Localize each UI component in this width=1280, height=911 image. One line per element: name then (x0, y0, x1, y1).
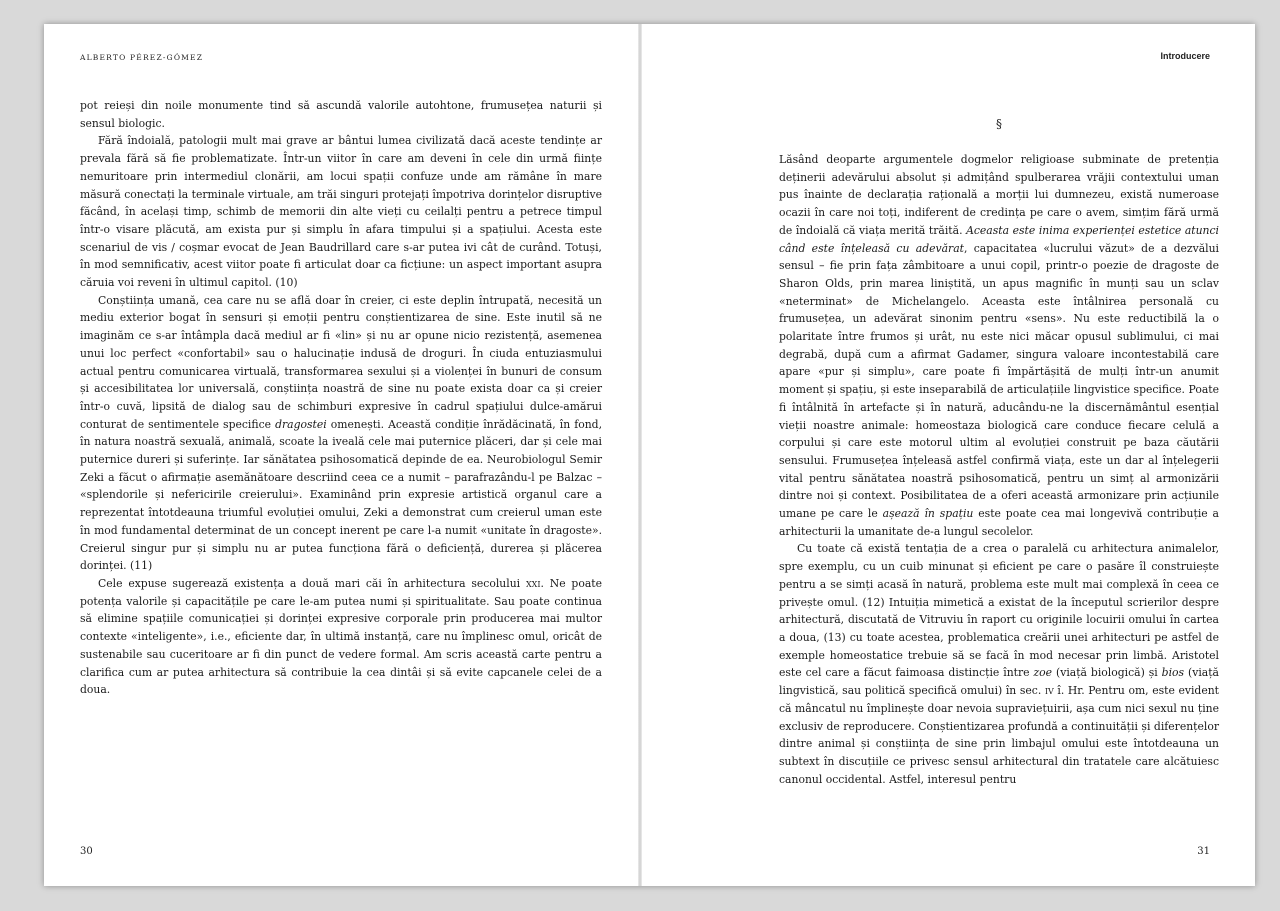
running-head-author: ALBERTO PÉREZ-GÓMEZ (80, 53, 204, 62)
paragraph (80, 97, 602, 132)
left-page-body (80, 97, 602, 699)
text-run: Conștiința umană, cea care nu se află doar în creier, ci este deplin întrupată, necesită un mediu exterior bogat în sensuri și emoții pentru conștientizarea de sine. Este inutil să ne imaginăm ce s-ar întâmpla dacă mediul ar fi «lin» și nu ar opune nicio rezistență, asemenea unui loc perfect «confortabil» sau o halucinație indusă de droguri. În ciuda entuziasmului actual pentru comunicarea virtuală, transformarea sexului și a violenței în bunuri de consum și accesibilitatea lor universală, conștiința noastră de sine nu poate exista doar ca și creier într-o cuvă, lipsită de dialog sau de schimburi expresive în cadrul spațiului dulce-amărui conturat de sentimentele specifice (80, 293, 602, 431)
book-spread (44, 24, 1255, 886)
text-run: este poate cea mai longevivă contribuție a arhitecturii la umanitate de-a lungul secolelor. (779, 507, 1219, 538)
page-number-left: 30 (80, 846, 93, 857)
text-run: iv (1044, 684, 1054, 698)
text-run: . Ne poate potența valorile și capacitățile pe care le-am putea numi și spiritualitate. Sau poate continua să elimine spațiile comunicației și dorinței expresive corporale prin producerea mai multor contexte «inteligente», i.e., eficiente dar, în ultimă instanță, care nu împlinesc omul, oricât de sustenabile sau cuceritoare ar fi din punct de vedere formal. Am scris această carte pentru a clarifica cum ar putea arhitectura să contribuie la cea dintâi și să evite capcanele celei de a doua. (80, 576, 602, 697)
left-page (44, 24, 640, 886)
text-run: xxi (525, 576, 541, 590)
italic-run: așează în spațiu (882, 507, 974, 521)
italic-run: bios (1161, 666, 1185, 680)
page-number-right: 31 (1197, 846, 1210, 857)
running-head-chapter: Introducere (1160, 51, 1210, 61)
text-run: Cele expuse sugerează existența a două mari căi în arhitectura secolului (98, 576, 526, 590)
text-run: , capacitatea «lucrului văzut» de a dezvălui sensul – fie prin fața zâmbitoare a unui copil, printr-o poezie de dragoste de Sharon Olds, prin marea liniștită, un apus magnific în munți sau un sclav «neterminat» de Michelangelo. Aceasta este întâlnirea personală cu frumusețea, un adevărat sinonim pentru «sens». Nu este reductibilă la o polaritate între frumos și urât, nu este nici măcar opusul sublimului, ci mai degrabă, după cum a afirmat Gadamer, singura valoare incontestabilă care apare «pur și simplu», care poate fi împărtășită de mulți într-un anumit moment și spațiu, și este inseparabilă de articulațiile lingvistice specifice. Poate fi întâlnită în artefacte și în natură, aducându-ne la discernământul esențial vieții noastre animale: homeostaza biologică care conduce fiecare celulă a corpului și care este motorul ultim al evoluției construit pe baza căutării sensului. Frumusețea înțeleasă astfel confirmă viața, este un dar al înțelegerii vital pentru sănătatea noastră psihosomatică, pentru un simț al armonizării dintre noi și context. Posibilitatea de a oferi această armonizare prin acțiunile umane pe care le (779, 241, 1219, 521)
section-mark: § (996, 117, 1002, 131)
paragraph (80, 575, 602, 699)
text-run: Cu toate că există tentația de a crea o paralelă cu arhitectura animalelor, spre exemplu, cu un cuib minunat și eficient pe care o pasăre îl construiește pentru a se simți acasă în natură, problema este mult mai complexă în ceea ce privește omul. (12) Intuiția mimetică a existat de la începutul scrierilor despre arhitectură, discutată de Vitruviu în raport cu originile locuirii omului în cartea a doua, (13) cu toate acestea, problematica creării unei arhitecturi pe astfel de exemple homeostatice trebuie să se facă în mod necesar prin limbă. Aristotel este cel care a făcut faimoasa distincție între (779, 542, 1219, 680)
paragraph (80, 292, 602, 575)
text-run: Lăsând deoparte argumentele dogmelor religioase subminate de pretenția deținerii adevărului absolut și admițând spulberarea vrăjii contextului uman pus înainte de declarația rațională a morții lui dumnezeu, există numeroase ocazii în care noi toți, indiferent de credința pe care o avem, simțim fără urmă de îndoială că viața merită trăită. (779, 153, 1219, 237)
text-run: (viață lingvistică, sau politică specifică omului) în sec. (779, 666, 1219, 698)
right-page (641, 24, 1255, 886)
paragraph (80, 132, 602, 291)
text-run: î. Hr. Pentru om, este evident că mâncatul nu împlinește doar nevoia supraviețuirii, așa cum nici sexul nu ține exclusiv de reproducere. Conștientizarea profundă a continuității și diferențelor dintre animal și conștiința de sine prin limbajul omului este întotdeauna un subtext în discuțiile ce privesc sensul arhitectural din tratatele care alcătuiesc canonul occidental. Astfel, interesul pentru (779, 684, 1219, 786)
italic-run: zoe (1033, 666, 1053, 680)
paragraph (779, 540, 1219, 788)
paragraph (779, 151, 1219, 540)
text-run: (viață biologică) și (1052, 666, 1162, 680)
italic-run: dragostei (275, 417, 327, 431)
italic-run: Aceasta este inima experienței estetice atunci când este înțeleasă cu adevărat (779, 223, 1219, 255)
right-page-body (779, 151, 1219, 788)
text-run: pot reieși din noile monumente tind să ascundă valorile autohtone, frumusețea naturii și sensul biologic. (80, 99, 602, 130)
text-run: omenești. Această condiție înrădăcinată, în fond, în natura noastră sexuală, animală, scoate la iveală cele mai puternice plăceri, dar și cele mai puternice dureri și suferințe. Iar sănătatea psihosomatică depinde de ea. Neurobiologul Semir Zeki a făcut o afirmație asemănătoare descriind ceea ce a numit – parafrazându-l pe Balzac – «splendorile și nefericirile creierului». Examinând prin expresie artistică organul care a reprezentat întotdeauna triumful evoluției omului, Zeki a demonstrat cum creierul uman este în mod fundamental determinat de un concept inerent pe care l-a numit «unitate în dragoste». Creierul singur pur și simplu nu ar putea funcționa fără o deficiență, durerea și plăcerea dorinței. (11) (80, 417, 602, 573)
text-run: Fără îndoială, patologii mult mai grave ar bântui lumea civilizată dacă aceste tendințe ar prevala fără să fie problematizate. Într-un viitor în care am deveni în cele din urmă ființe nemuritoare prin intermediul clonării, am locui spații confuze unde am rămâne în mare măsură conectați la terminale virtuale, am trăi singuri protejați împotriva dorințelor disruptive făcând, în același timp, schimb de memorii din alte vieți cu ceilalți pentru a petrece timpul într-o visare plăcută, am exista pur și simplu în afara timpului și a spațiului. Acesta este scenariul de vis / coșmar evocat de Jean Baudrillard care s-ar putea ivi cât de curând. Totuși, în mod semnificativ, acest viitor poate fi articulat doar ca ficțiune: un aspect important asupra căruia voi reveni în ultimul capitol. (10) (80, 134, 602, 290)
